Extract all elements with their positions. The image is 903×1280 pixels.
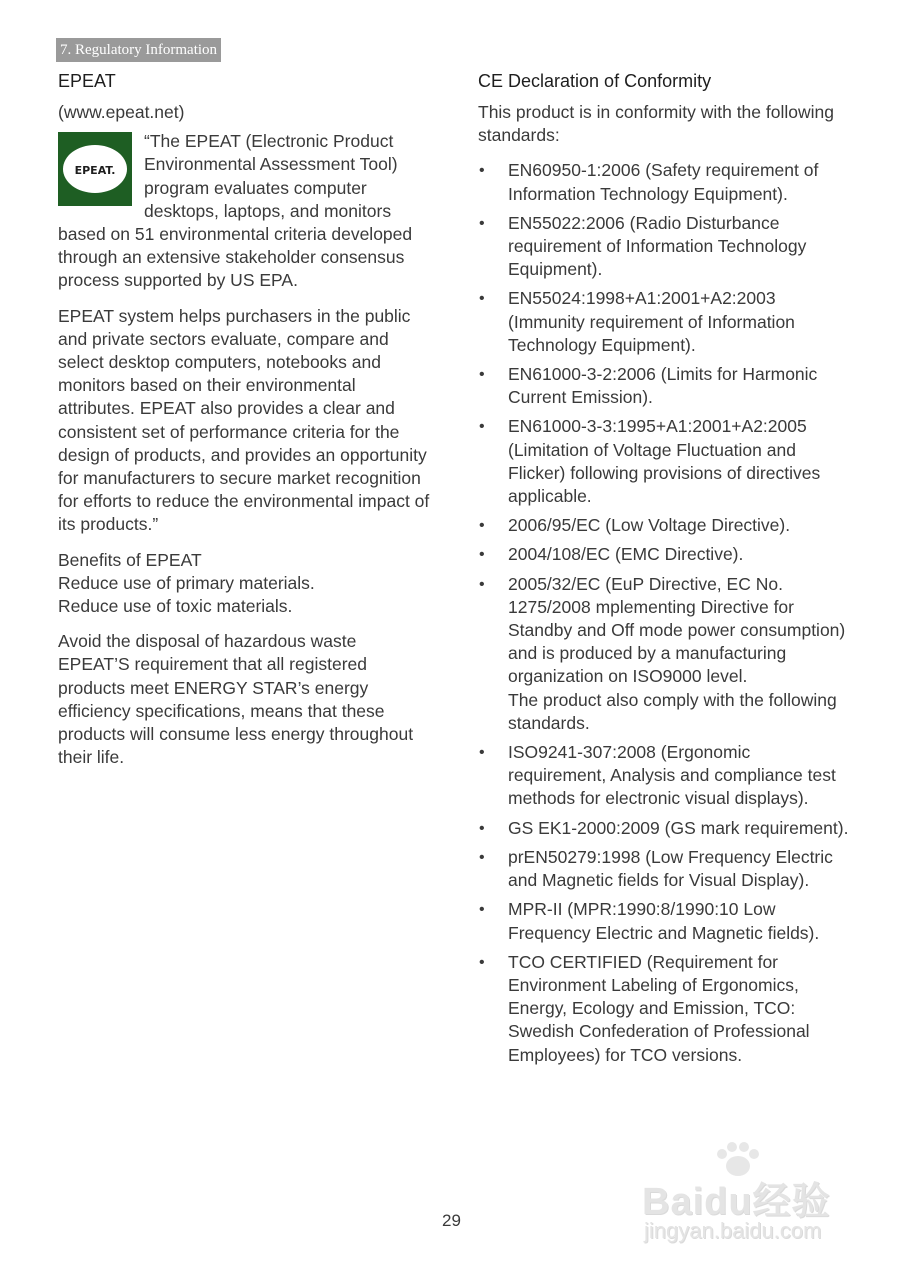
epeat-system: EPEAT system helps purchasers in the public and private sectors evaluate, compare and select desktop computers, notebooks and monitors based on their environmental attributes. EPEAT also provides a clear and consistent set of performance criteria for the design of products, and provides an opportunity for manufacturers to secure market recognition for efforts to reduce the environmental impact of its products.”: [58, 305, 430, 535]
list-item-text: EN55022:2006 (Radio Disturbance requirement of Information Technology Equipment).: [508, 212, 807, 280]
list-item-text: prEN50279:1998 (Low Frequency Electric and Magnetic fields for Visual Display).: [508, 846, 833, 891]
list-item: [478, 415, 850, 508]
watermark: [638, 1140, 853, 1250]
list-item: [478, 514, 850, 537]
list-item: [478, 543, 850, 566]
section-tab: 7. Regulatory Information: [56, 38, 221, 62]
list-item-text: EN61000-3-2:2006 (Limits for Harmonic Current Emission).: [508, 364, 818, 408]
list-item-text: • 2005/32/EC (EuP Directive, EC No. 1275/2008 mplementing Directive for Standby and Off mode power consumption) and is produced by a manufacturing organization on ISO9000 level.: [508, 573, 846, 687]
list-item-note: The product also comply with the following standards.: [508, 689, 837, 733]
list-item: [478, 212, 850, 282]
list-item: [478, 951, 850, 1067]
left-column: [58, 69, 430, 781]
list-item-text: EN60950-1:2006 (Safety requirement of Information Technology Equipment).: [508, 160, 819, 204]
epeat-heading: EPEAT: [58, 71, 116, 91]
benefit-1: Reduce use of primary materials.: [58, 572, 315, 593]
benefit-2: Reduce use of toxic materials.: [58, 596, 293, 617]
list-item: [478, 159, 850, 205]
list-item: [478, 573, 850, 735]
epeat-logo-text: EPEAT.: [74, 164, 116, 178]
epeat-intro: “The EPEAT (Electronic Product Environmental Assessment Tool) program evaluates computer desktops, laptops, and monitors based on 51 environmental criteria developed through an extensive stakeholder consensus process supported by US EPA.: [58, 131, 413, 291]
ce-heading: CE Declaration of Conformity: [478, 71, 712, 91]
list-item: [478, 817, 850, 840]
list-item-text: EN55024:1998+A1:2001+A2:2003 (Immunity requirement of Information Technology Equipment).: [508, 288, 795, 355]
list-item: [478, 363, 850, 409]
list-item-text: GS EK1-2000:2009 (GS mark requirement).: [508, 817, 849, 838]
epeat-avoid: Avoid the disposal of hazardous waste EPEAT’S requirement that all registered products meet ENERGY STAR’s energy efficiency specifications, means that these products will consume less energy throughout their life.: [58, 631, 414, 768]
epeat-logo-icon: [58, 132, 132, 206]
list-item: [478, 898, 850, 944]
list-item: [478, 287, 850, 357]
epeat-url: (www.epeat.net): [58, 102, 185, 122]
list-item: [478, 846, 850, 892]
watermark-sub: jingyan.baidu.com: [644, 1218, 822, 1243]
ce-intro: This product is in conformity with the following standards:: [478, 102, 834, 146]
epeat-benefits: [58, 549, 430, 619]
list-item-text: TCO CERTIFIED (Requirement for Environment Labeling of Ergonomics, Energy, Ecology and Emission, TCO: Swedish Confederation of Professional Employees) for TCO versions.: [508, 951, 810, 1065]
benefits-title: Benefits of EPEAT: [58, 549, 202, 570]
list-item-text: 2006/95/EC (Low Voltage Directive).: [508, 515, 791, 536]
epeat-logo: [58, 132, 132, 206]
list-item-text: EN61000-3-3:1995+A1:2001+A2:2005 (Limitation of Voltage Fluctuation and Flicker) following provisions of directives applicable.: [508, 416, 821, 507]
list-item: [478, 741, 850, 811]
list-item-text: ISO9241-307:2008 (Ergonomic requirement, Analysis and compliance test methods for electronic visual displays).: [508, 742, 836, 809]
watermark-main: Baidu经验: [642, 1181, 831, 1223]
right-column: [478, 69, 850, 1073]
standards-list: [478, 159, 850, 1066]
page-number: 29: [442, 1211, 461, 1230]
list-item-text: MPR-II (MPR:1990:8/1990:10 Low Frequency Electric and Magnetic fields).: [508, 899, 820, 943]
list-item-text: 2004/108/EC (EMC Directive).: [508, 544, 744, 565]
